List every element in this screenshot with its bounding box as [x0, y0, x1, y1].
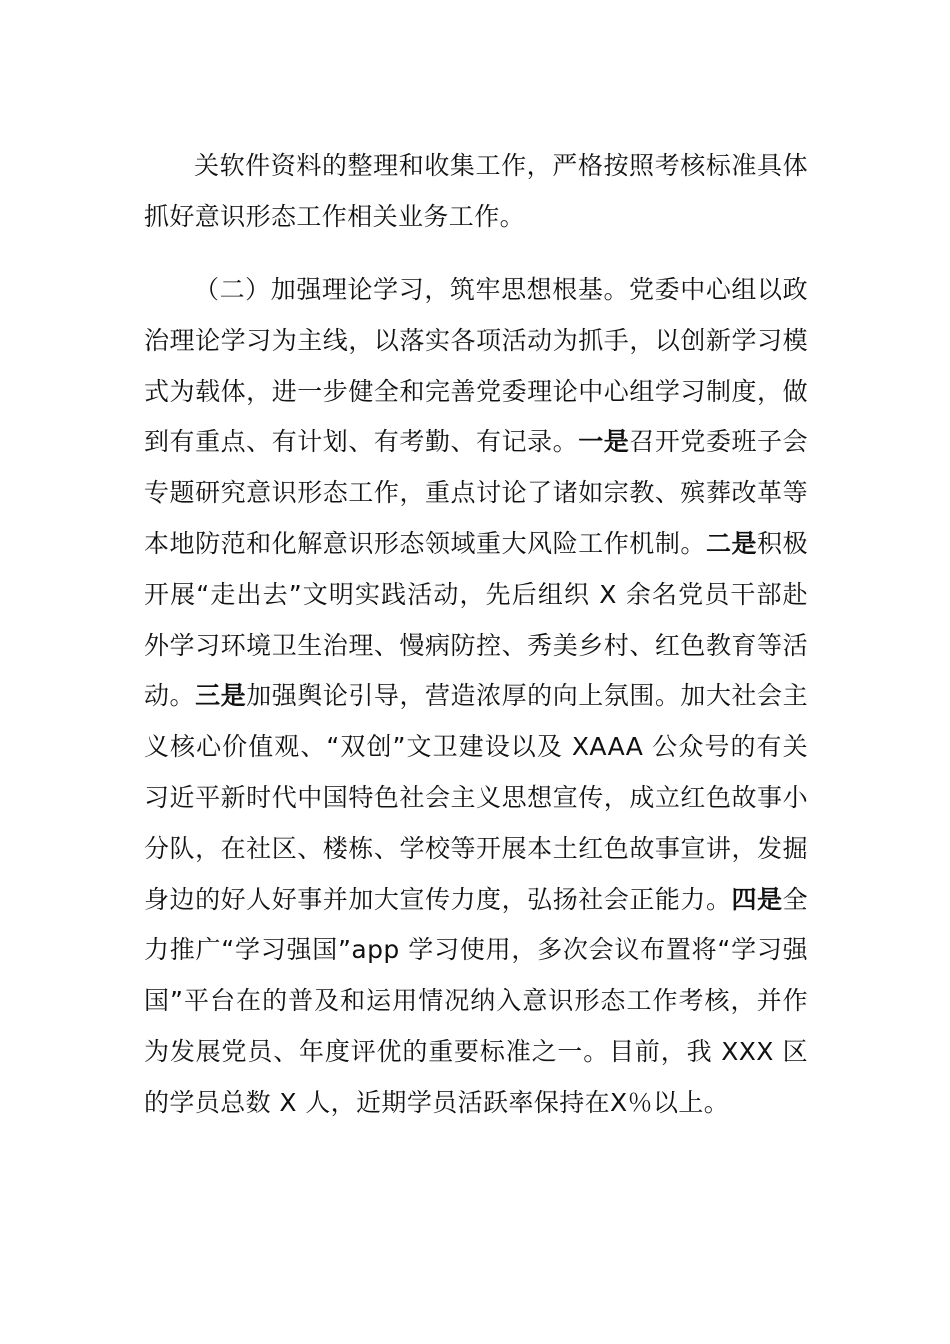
point-4-label: 四是 [731, 884, 783, 914]
point-3-label: 三是 [195, 681, 247, 711]
paragraph-continued: 关软件资料的整理和收集工作，严格按照考核标准具体抓好意识形态工作相关业务工作。 [144, 151, 808, 231]
point-1-text: 召开党委班子会专题研究意识形态工作，重点讨论了诸如宗教、殡葬改革等本地防范和化解意识形态领域重大风险工作机制。 [144, 427, 808, 558]
point-2-label: 二是 [705, 528, 758, 558]
point-1-label: 一是 [578, 427, 630, 457]
paragraph-theory-study [144, 265, 808, 1129]
point-3-text: 加强舆论引导，营造浓厚的向上氛围。加大社会主义核心价值观、“双创”文卫建设以及 XAAA 公众号的有关习近平新时代中国特色社会主义思想宣传，成立红色故事小分队，在社区、楼栋、学校等开展本土红色故事宣讲，发掘身边的好人好事并加大宣传力度，弘扬社会正能力。 [144, 681, 808, 914]
paragraph-intro: （二）加强理论学习，筑牢思想根基。党委中心组以政治理论学习为主线，以落实各项活动为抓手，以创新学习模式为载体，进一步健全和完善党委理论中心组学习制度，做到有重点、有计划、有考勤、有记录。 [144, 275, 808, 457]
point-2-text: 积极开展“走出去”文明实践活动，先后组织 X 余名党员干部赴外学习环境卫生治理、慢病防控、秀美乡村、红色教育等活动。 [144, 528, 808, 711]
point-4-text: 全力推广“学习强国”app 学习使用，多次会议布置将“学习强国”平台在的普及和运用情况纳入意识形态工作考核，并作为发展党员、年度评优的重要标准之一。目前，我 XXX 区的学员总数 X 人，近期学员活跃率保持在X％以上。 [144, 884, 808, 1117]
